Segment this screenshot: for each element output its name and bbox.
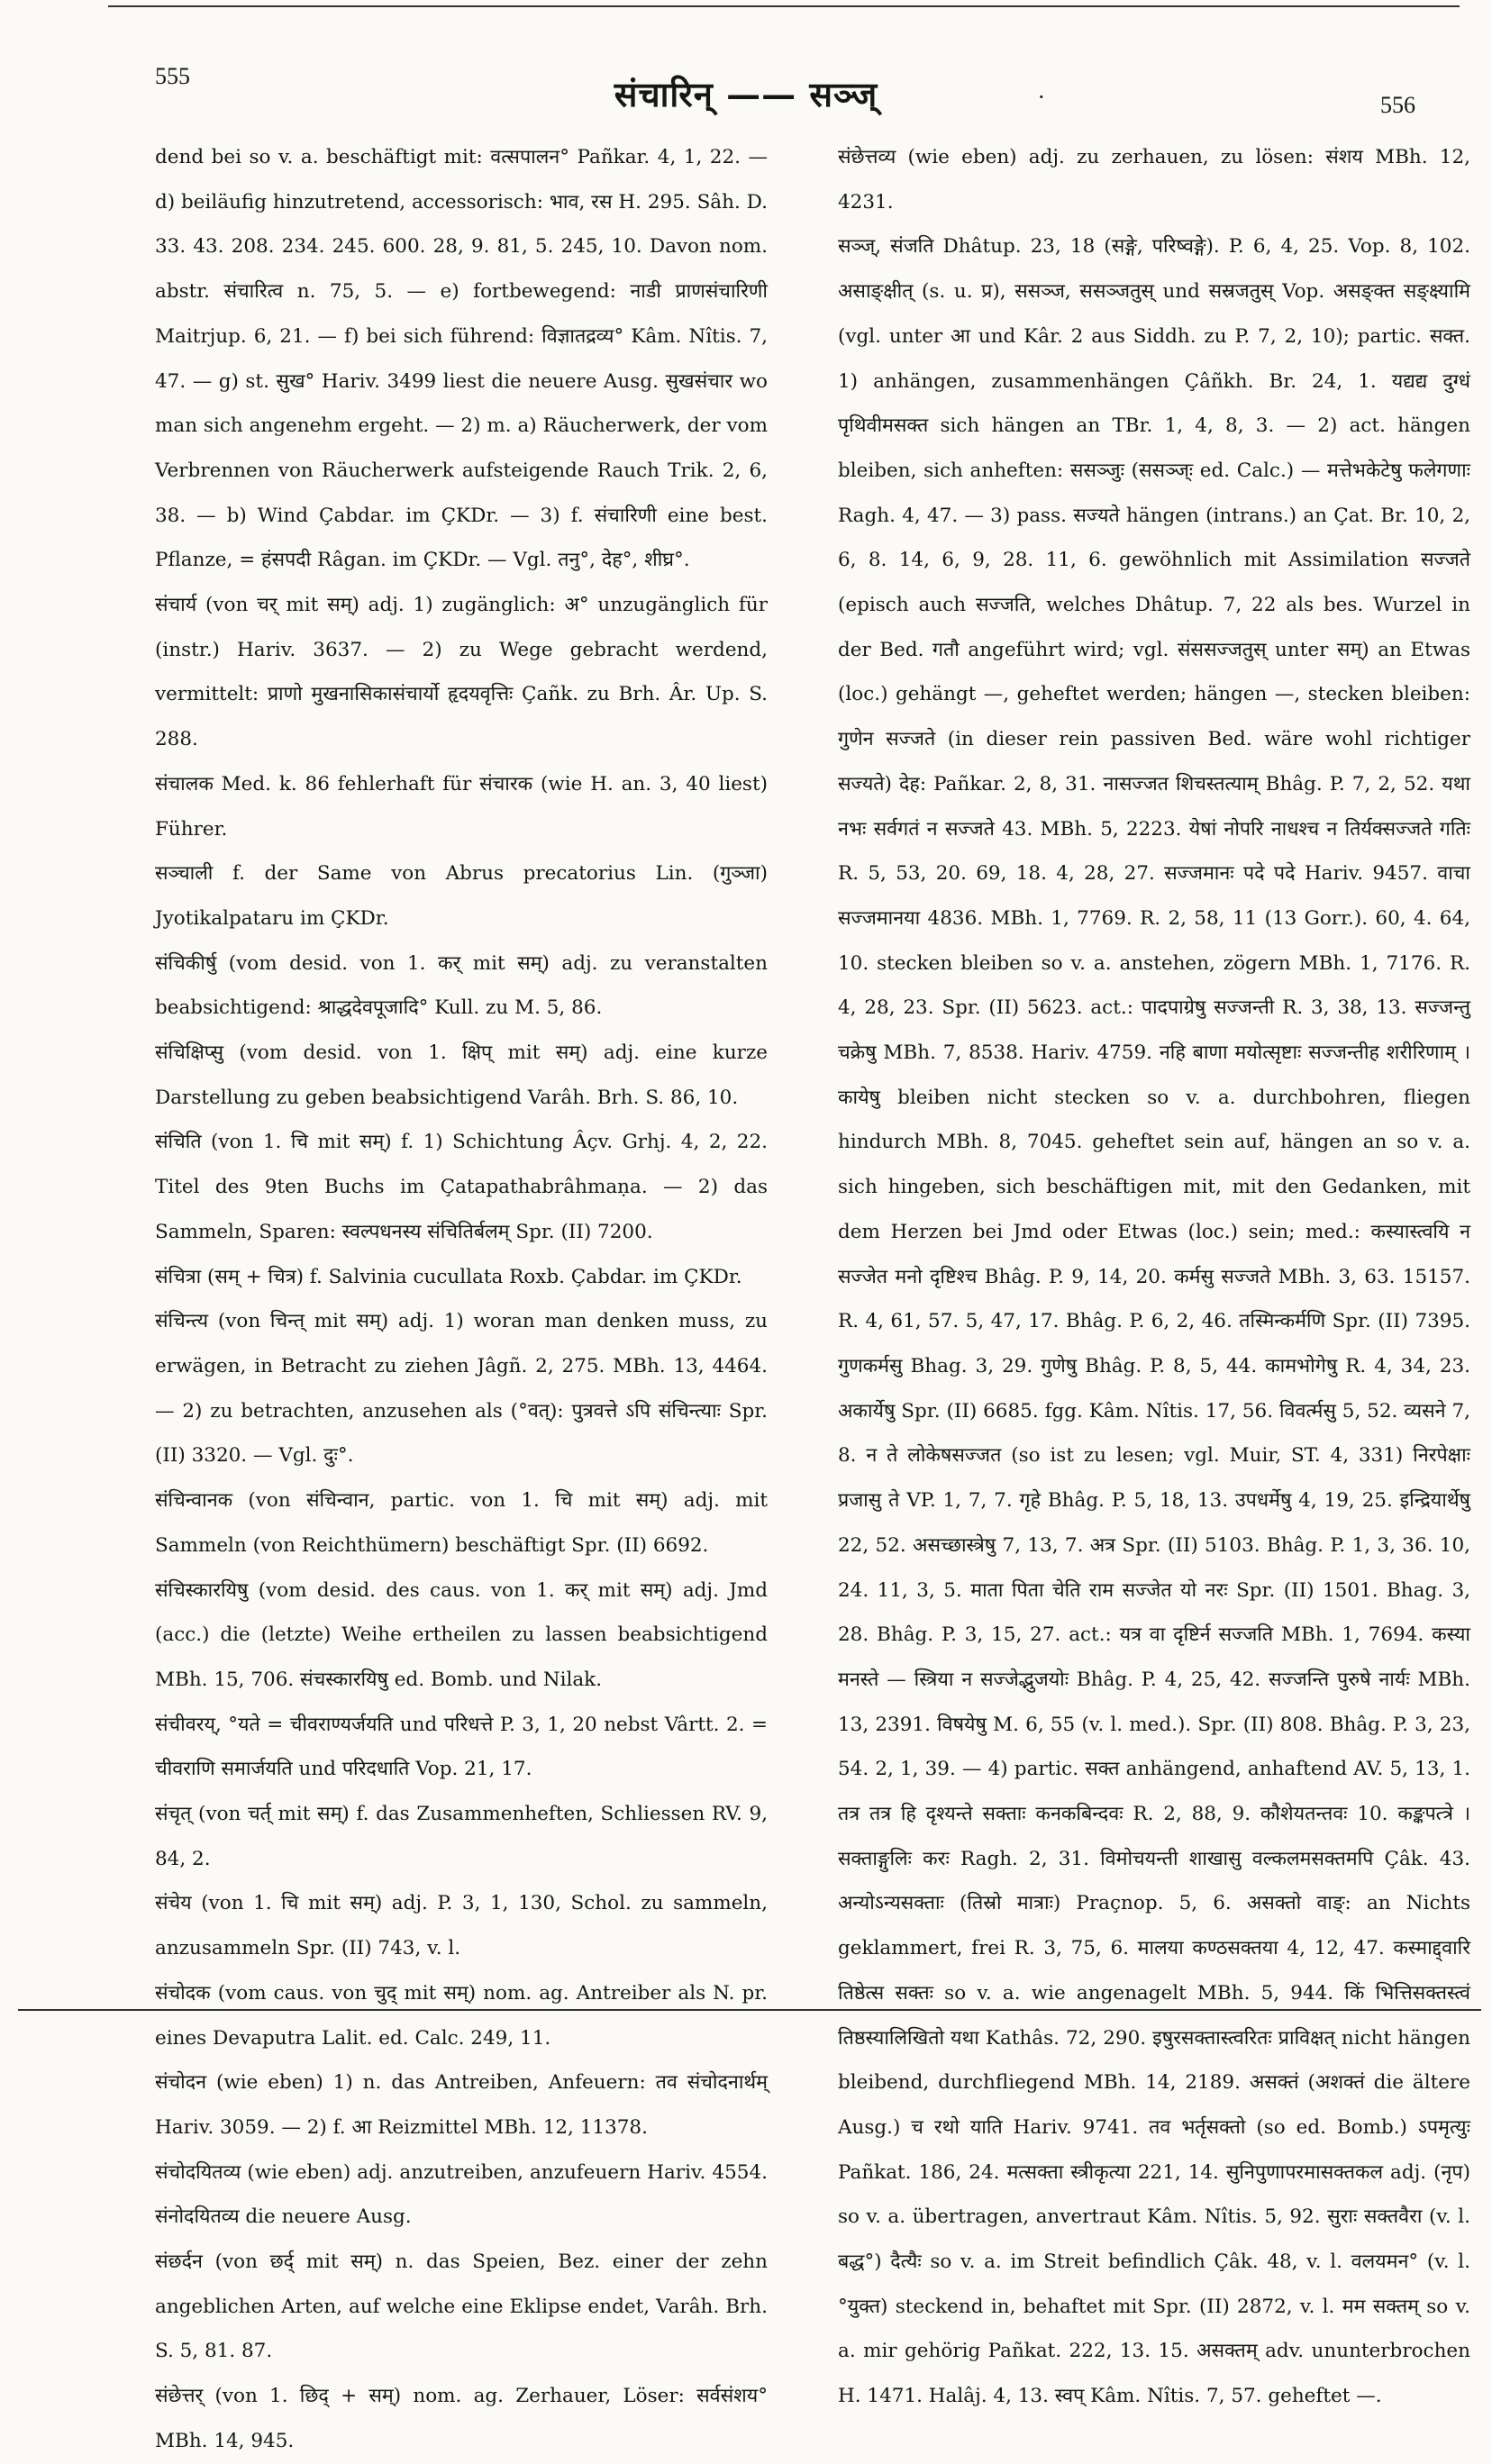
dictionary-entry: संचोदन (wie eben) 1) n. das Antreiben, Anfeuern: तव संचोदनार्थम् Hariv. 3059. — 2) f. आ Reizmittel MBh. 12, 11378. [155, 2071, 768, 2139]
dictionary-entry: संछेत्तर् (von 1. छिद् + सम्) nom. ag. Zerhauer, Löser: सर्वसंशय° MBh. 14, 945. [155, 2385, 768, 2452]
dictionary-entry: dend bei so v. a. beschäftigt mit: वत्सपालन° Pañkar. 4, 1, 22. — d) beiläufig hinzutretend, accessorisch: भाव, रस H. 295. Sâh. D. 33. 43. 208. 234. 245. 600. 28, 9. 81, 5. 245, 10. Davon nom. abstr. संचारित्व n. 75, 5. — e) fortbewegend: नाडी प्राणसंचारिणी Maitrjup. 6, 21. — f) bei sich führend: विज्ञातद्रव्य° Kâm. Nîtis. 7, 47. — g) st. सुख° Hariv. 3499 liest die neuere Ausg. सुखसंचार wo man sich angenehm ergeht. — 2) m. a) Räucherwerk, der vom Verbrennen von Räucherwerk aufsteigende Rauch Trik. 2, 6, 38. — b) Wind Çabdar. im ÇKDr. — 3) f. संचारिणी eine best. Pflanze, = हंसपदी Râgan. im ÇKDr. — Vgl. तनु°, देह°, शीघ्र°. [155, 146, 768, 572]
dictionary-entry: संचृत् (von चर्त् mit सम्) f. das Zusammenheften, Schliessen RV. 9, 84, 2. [155, 1803, 768, 1870]
dictionary-entry: संचोदक (vom caus. von चुद् mit सम्) nom. ag. Antreiber als N. pr. eines Devaputra Lalit. ed. Calc. 249, 11. [155, 1981, 768, 2050]
top-rule [108, 5, 1460, 7]
header-dot: · [1038, 85, 1045, 110]
dictionary-entry: संचिक्षिप्सु (vom desid. von 1. क्षिप् mit सम्) adj. eine kurze Darstellung zu geben beabsichtigend Varâh. Brh. S. 86, 10. [155, 1041, 768, 1109]
dictionary-entry: संचिति (von 1. चि mit सम्) f. 1) Schichtung Âçv. Grhj. 4, 2, 22. Titel des 9ten Buchs im Çatapathabrâhmaṇa. — 2) das Sammeln, Sparen: स्वल्पधनस्य संचितिर्बलम् Spr. (II) 7200. [155, 1131, 768, 1243]
dictionary-entry: संचीवरय्, °यते = चीवराण्यर्जयति und परिधत्ते P. 3, 1, 20 nebst Vârtt. 2. = चीवराणि समार्जयति und परिदधाति Vop. 21, 17. [155, 1713, 768, 1781]
left-page-number: 555 [155, 63, 190, 89]
dictionary-entry: सञ्चाली f. der Same von Abrus precatorius Lin. (गुञ्जा) Jyotikalpataru im ÇKDr. [155, 862, 768, 930]
dictionary-entry: संचिकीर्षु (vom desid. von 1. कर् mit सम्) adj. zu veranstalten beabsichtigend: श्राद्धदेवपूजादि° Kull. zu M. 5, 86. [155, 951, 768, 1020]
dictionary-entry: संचिन्त्य (von चिन्त् mit सम्) adj. 1) woran man denken muss, zu erwägen, in Betracht zu ziehen Jâgñ. 2, 275. MBh. 13, 4464. — 2) zu betrachten, anzusehen als (°वत्): पुत्रवत्ते ऽपि संचिन्त्याः Spr. (II) 3320. — Vgl. दुः°. [155, 1310, 768, 1468]
dictionary-entry: संचोदयितव्य (wie eben) adj. anzutreiben, anzufeuern Hariv. 4554. संनोदयितव्य die neuere Ausg. [155, 2160, 768, 2229]
bottom-rule [18, 2009, 1481, 2011]
dictionary-entry: संचार्य (von चर् mit सम्) adj. 1) zugänglich: अ° unzugänglich für (instr.) Hariv. 3637. — 2) zu Wege gebracht werdend, vermittelt: प्राणो मुखनासिकासंचार्यो हृदयवृत्तिः Çañk. zu Brh. Âr. Up. S. 288. [155, 594, 768, 751]
dictionary-entry: संचिन्वानक (von संचिन्वान, partic. von 1. चि mit सम्) adj. mit Sammeln (von Reichthümern) beschäftigt Spr. (II) 6692. [155, 1489, 768, 1557]
dictionary-entry: संचालक Med. k. 86 fehlerhaft für संचारक (wie H. an. 3, 40 liest) Führer. [155, 772, 768, 841]
dictionary-entry: संचिस्कारयिषु (vom desid. des caus. von 1. कर् mit सम्) adj. Jmd (acc.) die (letzte) Weihe ertheilen zu lassen beabsichtigend MBh. 15, 706. संचस्कारयिषु ed. Bomb. und Nilak. [155, 1578, 768, 1691]
dictionary-entry: संचेय (von 1. चि mit सम्) adj. P. 3, 1, 130, Schol. zu sammeln, anzusammeln Spr. (II) 743, v. l. [155, 1892, 768, 1960]
dictionary-entry: सञ्ज्, संजति Dhâtup. 23, 18 (सङ्गे, परिष्वङ्गे). P. 6, 4, 25. Vop. 8, 102. असाङ्क्षीत् (s. u. प्र), ससञ्ज, ससञ्जतुस् und सस्रजतुस् Vop. असङ्क्त सङ्क्ष्यामि (vgl. unter आ und Kâr. 2 aus Siddh. zu P. 7, 2, 10); partic. सक्त. 1) anhängen, zusammenhängen Çâñkh. Br. 24, 1. यद्यद्य दुग्धं पृथिवीमसक्त sich hängen an TBr. 1, 4, 8, 3. — 2) act. hängen bleiben, sich anheften: ससञ्जुः (ससञ्ज्ः ed. Calc.) — मत्तेभकेटेषु फलेगणाः Ragh. 4, 47. — 3) pass. सज्यते hängen (intrans.) an Çat. Br. 10, 2, 6, 8. 14, 6, 9, 28. 11, 6. gewöhnlich mit Assimilation सज्जते (episch auch सज्जति, welches Dhâtup. 7, 22 als bes. Wurzel in der Bed. गतौ angeführt wird; vgl. संससज्जतुस् unter सम्) an Etwas (loc.) gehängt —, geheftet werden; hängen —, stecken bleiben: गुणेन सज्जते (in dieser rein passiven Bed. wäre wohl richtiger सज्यते) देह: Pañkar. 2, 8, 31. नासज्जत शिचस्तत्याम् Bhâg. P. 7, 2, 52. यथा नभः सर्वगतं न सज्जते 43. MBh. 5, 2223. येषां नोपरि नाधश्च न तिर्यक्सज्जते गतिः R. 5, 53, 20. 69, 18. 4, 28, 27. सज्जमानः पदे पदे Hariv. 9457. वाचा सज्जमानया 4836. MBh. 1, 7769. R. 2, 58, 11 (13 Gorr.). 60, 4. 64, 10. stecken bleiben so v. a. anstehen, zögern MBh. 1, 7176. R. 4, 28, 23. Spr. (II) 5623. act.: पादपाग्रेषु सज्जन्ती R. 3, 38, 13. सज्जन्तु चक्रेषु MBh. 7, 8538. Hariv. 4759. नहि बाणा मयोत्सृष्टाः सज्जन्तीह शरीरिणाम् । कायेषु bleiben nicht stecken so v. a. durchbohren, fliegen hindurch MBh. 8, 7045. geheftet sein auf, hängen an so v. a. sich hingeben, sich beschäftigen mit, mit den Gedanken, mit dem Herzen bei Jmd oder Etwas (loc.) sein; med.: कस्यास्त्वयि न सज्जेत मनो दृष्टिश्च Bhâg. P. 9, 14, 20. कर्मसु सज्जते MBh. 3, 63. 15157. R. 4, 61, 57. 5, 47, 17. Bhâg. P. 6, 2, 46. तस्मिन्कर्मणि Spr. (II) 7395. गुणकर्मसु Bhag. 3, 29. गुणेषु Bhâg. P. 8, 5, 44. कामभोगेषु R. 4, 34, 23. अकार्येषु Spr. (II) 6685. fgg. Kâm. Nîtis. 17, 56. विवर्त्मसु 5, 52. व्यसने 7, 8. न ते लोकेषसज्जत (so ist zu lesen; vgl. Muir, ST. 4, 331) निरपेक्षाः प्रजासु ते VP. 1, 7, 7. गृहे Bhâg. P. 5, 18, 13. उपधर्मेषु 4, 19, 25. इन्द्रियार्थेषु 22, 52. असच्छास्त्रेषु 7, 13, 7. अत्र Spr. (II) 5103. Bhâg. P. 1, 3, 36. 10, 24. 11, 3, 5. माता पिता चेति राम सज्जेत यो नरः Spr. (II) 1501. Bhag. 3, 28. Bhâg. P. 3, 15, 27. act.: यत्र वा दृष्टिर्न सज्जति MBh. 1, 7694. कस्या मनस्ते — स्त्रिया न सज्जेद्भुजयोः Bhâg. P. 4, 25, 42. सज्जन्ति पुरुषे नार्यः MBh. 13, 2391. विषयेषु M. 6, 55 (v. l. med.). Spr. (II) 808. Bhâg. P. 3, 23, 54. 2, 1, 39. — 4) partic. सक्त anhängend, anhaftend AV. 5, 13, 1. तत्र तत्र हि दृश्यन्ते सक्ताः कनकबिन्दवः R. 2, 88, 9. कौशेयतन्तवः 10. कङ्कपत्त्रे । सक्ताङ्गुलिः करः Ragh. 2, 31. विमोचयन्ती शाखासु वल्कलमसक्तमपि Çâk. 43. अन्योऽन्यसक्ताः (तिस्रो मात्राः) Praçnop. 5, 6. असक्तो वाङ्: an Nichts geklammert, frei R. 3, 75, 6. मालया कण्ठसक्तया 4, 12, 47. कस्माद्द्वारि तिष्ठेत्स सक्तः so v. a. wie angenagelt MBh. 5, 944. किं भित्तिसक्तस्त्वं तिष्ठस्यालिखितो यथा Kathâs. 72, 290. इषुरसक्तास्त्वरितः प्राविक्षत् nicht hängen bleibend, durchfliegend MBh. 14, 2189. असक्तं (अशक्तं die ältere Ausg.) च रथो याति Hariv. 9741. तव भर्तृसक्तो (so ed. Bomb.) ऽपमृत्युः Pañkat. 186, 24. मत्सक्ता स्त्रीकृत्या 221, 14. सुनिपुणापरमासक्तकल adj. (नृप) so v. a. übertragen, anvertraut Kâm. Nîtis. 5, 92. सुराः सक्तवैरा (v. l. बद्ध°) दैत्यैः so v. a. im Streit befindlich Çâk. 48, v. l. वलयमन° (v. l. °युक्त) steckend in, behaftet mit Spr. (II) 2872, v. l. मम सक्तम् so v. a. mir gehörig Pañkat. 222, 13. 15. असक्तम् adv. ununterbrochen H. 1471. Halâj. 4, 13. स्वप् Kâm. Nîtis. 7, 57. geheftet —. [838, 235, 1470, 2408]
left-column [155, 135, 768, 2464]
dictionary-entry: संचित्रा (सम् + चित्र) f. Salvinia cucullata Roxb. Çabdar. im ÇKDr. [155, 1265, 742, 1288]
right-page-number: 556 [1380, 92, 1415, 118]
dictionary-entry: संछेत्तव्य (wie eben) adj. zu zerhauen, zu lösen: संशय MBh. 12, 4231. [838, 146, 1470, 214]
right-column [838, 135, 1470, 2419]
dictionary-entry: संछर्दन (von छर्द् mit सम्) n. das Speien, Bez. einer der zehn angeblichen Arten, auf welche eine Eklipse endet, Varâh. Brh. S. 5, 81. 87. [155, 2250, 768, 2363]
running-title: संचारिन् —— सञ्ज् [614, 74, 878, 114]
page-header [0, 54, 1492, 117]
